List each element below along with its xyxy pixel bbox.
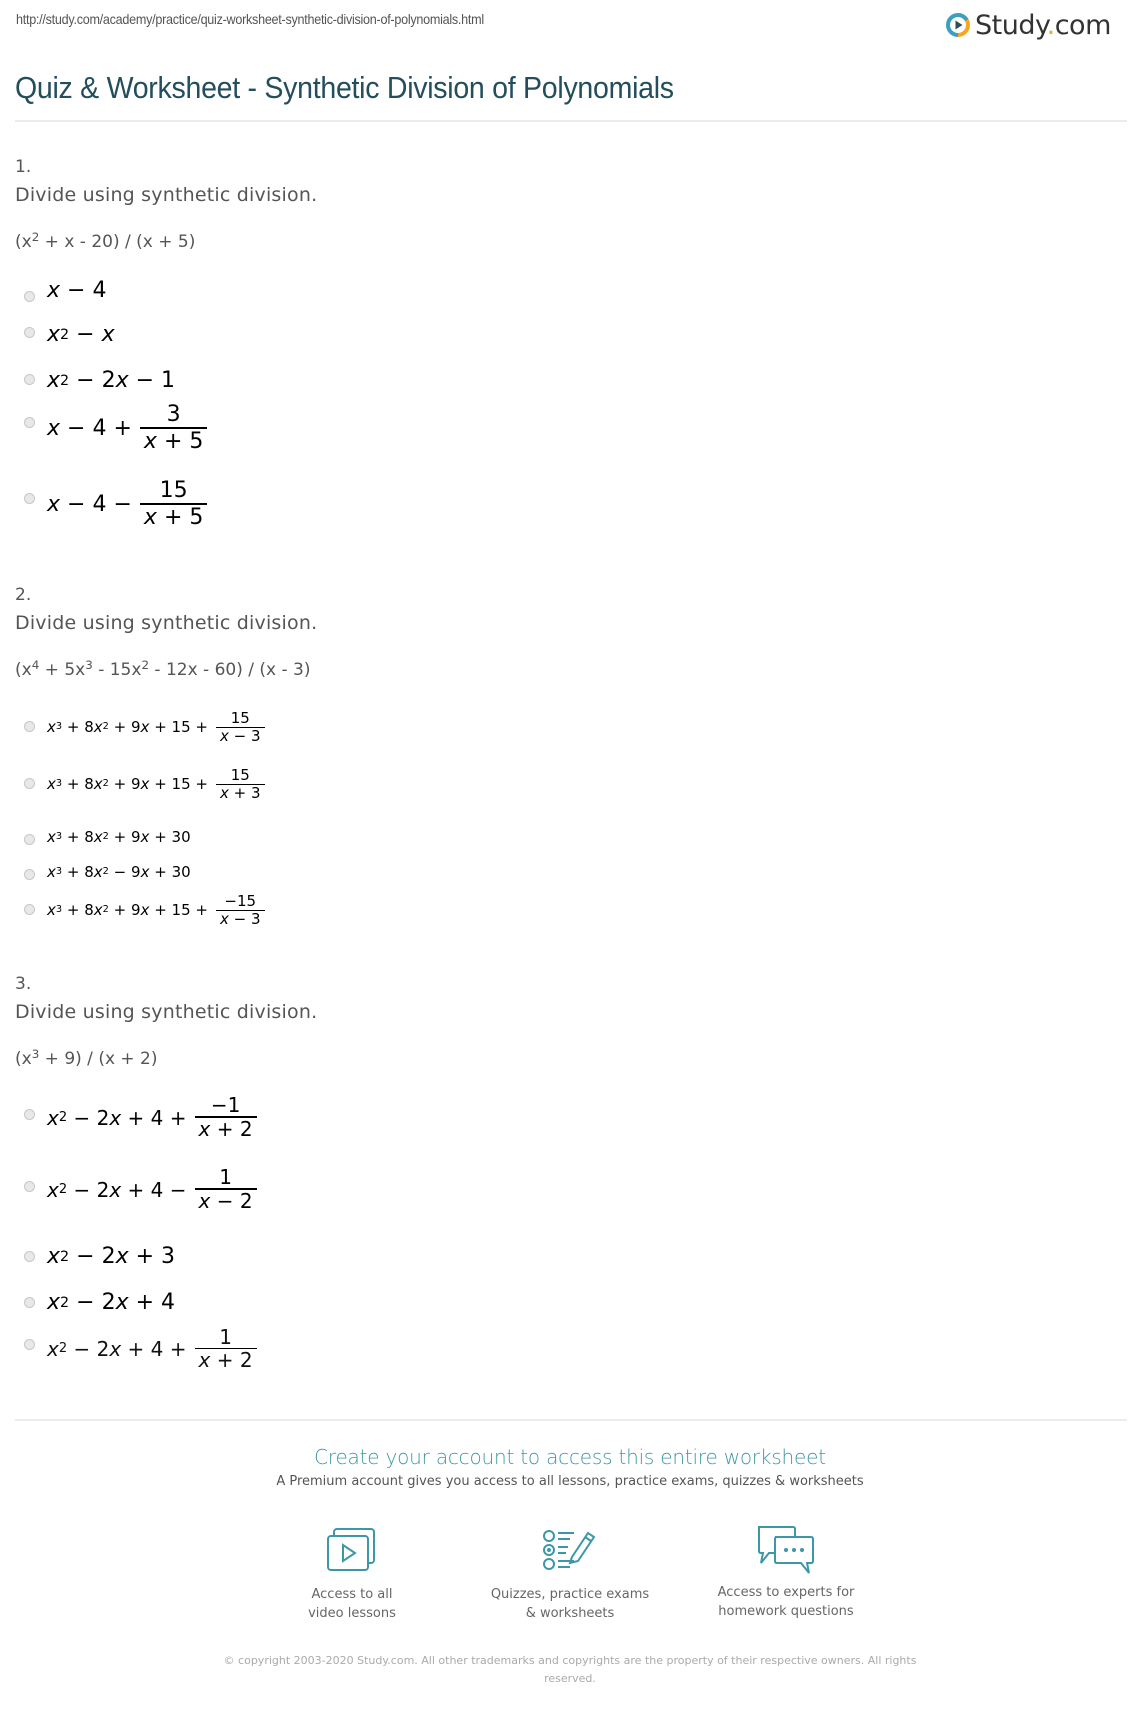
- option-2-1[interactable]: x 3 + 8 x 2 + 9 x + 15 + $\frac{15}{x - 3}$: [47, 710, 265, 745]
- video-lessons-icon: [326, 1527, 378, 1573]
- question-prompt: Divide using synthetic division.: [15, 612, 318, 634]
- cta-title[interactable]: Create your account to access this entire worksheet: [314, 1445, 826, 1469]
- option-radio[interactable]: [24, 721, 35, 732]
- page-title: Quiz & Worksheet - Synthetic Division of Polynomials: [15, 70, 674, 105]
- feature-label: & worksheets: [525, 1606, 615, 1621]
- option-radio[interactable]: [24, 493, 35, 504]
- question-number: 3.: [15, 974, 32, 994]
- option-3-3[interactable]: x 2 − 2 x + 3: [47, 1244, 176, 1269]
- copyright-line-2: reserved.: [544, 1672, 596, 1685]
- option-radio[interactable]: [24, 1251, 35, 1262]
- option-1-5[interactable]: x − 4 − $\frac{15}{x + 5}$: [47, 479, 207, 530]
- option-3-5[interactable]: x 2 − 2 x + 4 + $\frac{1}{x + 2}$: [47, 1326, 257, 1372]
- option-3-1[interactable]: x 2 − 2 x + 4 + $\frac{-1}{x + 2}$: [47, 1094, 257, 1141]
- copyright: [210, 1652, 930, 1688]
- feature-label: Access to experts for: [717, 1585, 855, 1600]
- logo-text-com: com: [1054, 9, 1111, 41]
- option-2-3[interactable]: x 3 + 8 x 2 + 9 x + 30: [47, 828, 191, 846]
- option-1-1[interactable]: x − 4: [47, 278, 107, 303]
- option-radio[interactable]: [24, 1297, 35, 1308]
- page-url: http://study.com/academy/practice/quiz-worksheet-synthetic-division-of-polynomials.html: [16, 11, 484, 27]
- play-circle-logo-icon: [946, 13, 970, 37]
- option-radio[interactable]: [24, 778, 35, 789]
- option-3-4[interactable]: x 2 − 2 x + 4: [47, 1290, 176, 1315]
- option-radio[interactable]: [24, 374, 35, 385]
- cta-subtitle: A Premium account gives you access to all lessons, practice exams, quizzes & worksheets: [276, 1474, 864, 1489]
- option-3-2[interactable]: x 2 − 2 x + 4 − $\frac{1}{x - 2}$: [47, 1166, 257, 1213]
- option-1-2[interactable]: x 2 − x: [47, 322, 115, 347]
- question-expression: $(x^2 + x - 20) / (x + 5)$: [15, 230, 196, 252]
- copyright-line-1: © copyright 2003-2020 Study.com. All other trademarks and copyrights are the property of their respective owners. All rights: [223, 1654, 917, 1667]
- feature-label: video lessons: [308, 1606, 396, 1621]
- option-radio[interactable]: [24, 869, 35, 880]
- option-2-5[interactable]: x 3 + 8 x 2 + 9 x + 15 + $\frac{-15}{x - 3}$: [47, 893, 265, 928]
- feature-label: homework questions: [718, 1604, 854, 1619]
- feature-label: Access to all: [311, 1587, 393, 1602]
- study-logo[interactable]: [946, 8, 1111, 42]
- feature-label: Quizzes, practice exams: [490, 1587, 650, 1602]
- logo-text-dot: .: [1046, 9, 1055, 41]
- option-2-4[interactable]: x 3 + 8 x 2 − 9 x + 30: [47, 863, 191, 881]
- option-2-2[interactable]: x 3 + 8 x 2 + 9 x + 15 + $\frac{15}{x + 3}$: [47, 767, 265, 802]
- option-radio[interactable]: [24, 1339, 35, 1350]
- logo-wordmark: [975, 10, 1111, 41]
- question-number: 2.: [15, 585, 32, 605]
- question-number: 1.: [15, 157, 32, 177]
- option-radio[interactable]: [24, 904, 35, 915]
- header-divider: [15, 120, 1127, 122]
- option-radio[interactable]: [24, 1109, 35, 1120]
- feature-quizzes: [470, 1527, 670, 1623]
- option-radio[interactable]: [24, 834, 35, 845]
- question-prompt: Divide using synthetic division.: [15, 184, 318, 206]
- content-divider: [15, 1419, 1127, 1421]
- question-prompt: Divide using synthetic division.: [15, 1001, 318, 1023]
- chat-experts-icon: [755, 1523, 817, 1575]
- question-expression: $(x^3 + 9) / (x + 2)$: [15, 1047, 158, 1069]
- logo-text-study: Study: [975, 9, 1047, 41]
- option-1-3[interactable]: x 2 − 2 x − 1: [47, 368, 176, 393]
- option-radio[interactable]: [24, 327, 35, 338]
- question-expression: $(x^4 + 5x^3 - 15x^2 - 12x - 60) / (x - 3)$: [15, 658, 311, 680]
- option-radio[interactable]: [24, 291, 35, 302]
- feature-video-lessons: [252, 1527, 452, 1623]
- option-radio[interactable]: [24, 1181, 35, 1192]
- option-radio[interactable]: [24, 417, 35, 428]
- option-1-4[interactable]: x − 4 + $\frac{3}{x + 5}$: [47, 403, 207, 454]
- quiz-checklist-icon: [542, 1527, 598, 1573]
- feature-experts: [686, 1523, 886, 1621]
